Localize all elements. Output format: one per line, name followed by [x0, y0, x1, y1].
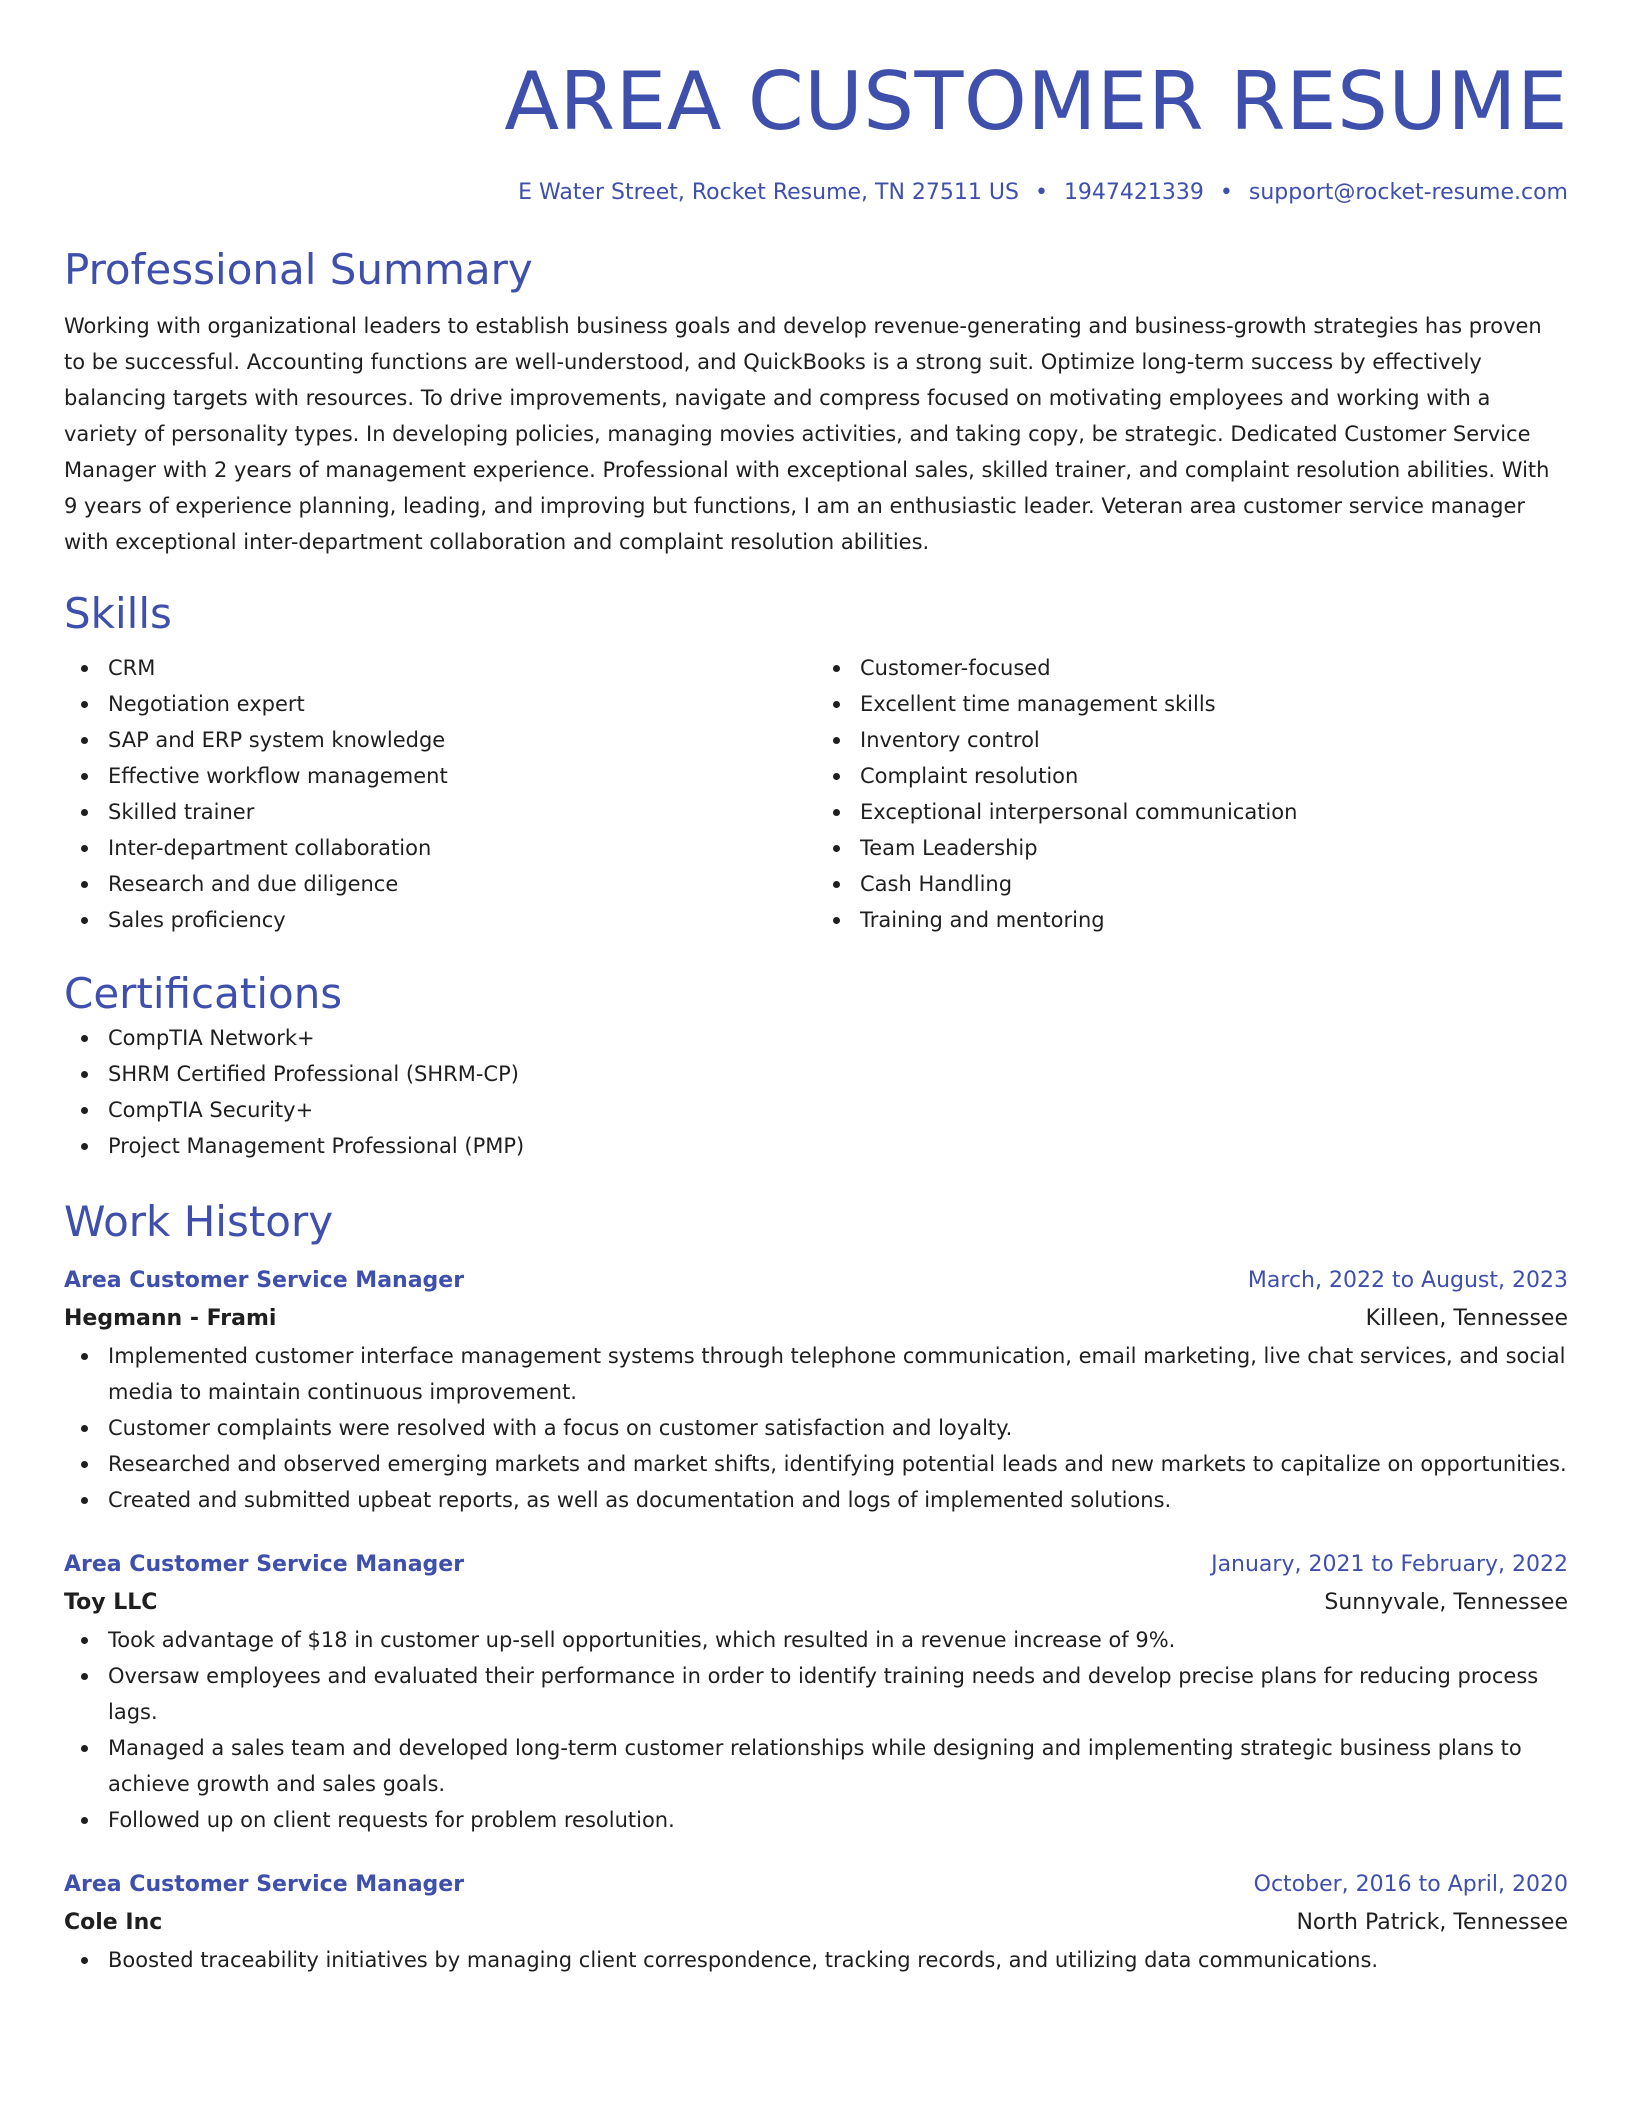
- job-location: Sunnyvale, Tennessee: [1324, 1590, 1568, 1615]
- section-title-work-history: Work History: [64, 1197, 334, 1246]
- skills-grid: [64, 650, 1568, 938]
- job-entry: [64, 1546, 1568, 1838]
- job-entry: [64, 1866, 1568, 1978]
- section-title-certifications: Certifications: [64, 969, 343, 1018]
- certification-item: CompTIA Network+: [108, 1020, 1568, 1056]
- skill-item: Excellent time management skills: [860, 686, 1568, 722]
- skill-item: Team Leadership: [860, 830, 1568, 866]
- job-duty-item: Oversaw employees and evaluated their performance in order to identify training needs and develop precise plans for reducing process lags.: [108, 1658, 1568, 1730]
- skill-item: Exceptional interpersonal communication: [860, 794, 1568, 830]
- job-duty-item: Created and submitted upbeat reports, as well as documentation and logs of implemented solutions.: [108, 1482, 1568, 1518]
- skill-item: Effective workflow management: [108, 758, 816, 794]
- job-dates: October, 2016 to April, 2020: [1253, 1872, 1568, 1897]
- job-title: Area Customer Service Manager: [64, 1872, 465, 1897]
- job-company-row: [64, 1904, 1568, 1942]
- contact-separator: •: [1219, 180, 1233, 205]
- job-duty-item: Researched and observed emerging markets and market shifts, identifying potential leads and new markets to capitalize on opportunities.: [108, 1446, 1568, 1482]
- section-title-skills: Skills: [64, 589, 172, 638]
- job-duties-list: [64, 1622, 1568, 1838]
- job-location: Killeen, Tennessee: [1365, 1306, 1568, 1331]
- job-duty-item: Took advantage of $18 in customer up-sell opportunities, which resulted in a revenue increase of 9%.: [108, 1622, 1568, 1658]
- skills-list-right: [816, 650, 1568, 938]
- skill-item: Skilled trainer: [108, 794, 816, 830]
- job-dates: March, 2022 to August, 2023: [1247, 1268, 1568, 1293]
- job-company: Hegmann - Frami: [64, 1306, 277, 1331]
- job-duty-item: Customer complaints were resolved with a focus on customer satisfaction and loyalty.: [108, 1410, 1568, 1446]
- certification-item: SHRM Certified Professional (SHRM-CP): [108, 1056, 1568, 1092]
- section-title-summary: Professional Summary: [64, 245, 533, 294]
- job-header-row: [64, 1866, 1568, 1904]
- job-company: Toy LLC: [64, 1590, 158, 1615]
- skill-item: CRM: [108, 650, 816, 686]
- work-history-section: [64, 1196, 1568, 1978]
- summary-text: Working with organizational leaders to establish business goals and develop revenue-generating and business-growth strategies has proven to be successful. Accounting functions are well-understood, and QuickBooks is a strong suit. Optimize long-term success by effectively balancing targets with resources. To drive improvements, navigate and compress focused on motivating employees and working with a variety of personality types. In developing policies, managing movies activities, and taking copy, be strategic. Dedicated Customer Service Manager with 2 years of management experience. Professional with exceptional sales, skilled trainer, and complaint resolution abilities. With 9 years of experience planning, leading, and improving but functions, I am an enthusiastic leader. Veteran area customer service manager with exceptional inter-department collaboration and complaint resolution abilities.: [64, 314, 1550, 554]
- certifications-list: [64, 1020, 1568, 1164]
- skill-item: Customer-focused: [860, 650, 1568, 686]
- skill-item: Training and mentoring: [860, 902, 1568, 938]
- skills-section: [64, 588, 1568, 938]
- job-duty-item: Managed a sales team and developed long-term customer relationships while designing and implementing strategic business plans to achieve growth and sales goals.: [108, 1730, 1568, 1802]
- resume-name: AREA CUSTOMER RESUME: [504, 55, 1568, 148]
- job-duties-list: [64, 1942, 1568, 1978]
- certifications-section: [64, 968, 1568, 1164]
- job-duty-item: Followed up on client requests for problem resolution.: [108, 1802, 1568, 1838]
- contact-address: E Water Street, Rocket Resume, TN 27511 US: [518, 180, 1019, 205]
- job-entry: [64, 1262, 1568, 1518]
- skill-item: Research and due diligence: [108, 866, 816, 902]
- skill-item: Inventory control: [860, 722, 1568, 758]
- contact-phone: 1947421339: [1063, 180, 1204, 205]
- job-duty-item: Implemented customer interface management systems through telephone communication, email marketing, live chat services, and social media to maintain continuous improvement.: [108, 1338, 1568, 1410]
- contact-email[interactable]: support@rocket-resume.com: [1248, 180, 1568, 205]
- job-company-row: [64, 1584, 1568, 1622]
- professional-summary-section: [64, 244, 1568, 560]
- job-dates: January, 2021 to February, 2022: [1211, 1552, 1568, 1577]
- skill-item: Complaint resolution: [860, 758, 1568, 794]
- job-location: North Patrick, Tennessee: [1296, 1910, 1568, 1935]
- job-duty-item: Boosted traceability initiatives by managing client correspondence, tracking records, and utilizing data communications.: [108, 1942, 1568, 1978]
- skill-item: Negotiation expert: [108, 686, 816, 722]
- job-company-row: [64, 1300, 1568, 1338]
- job-header-row: [64, 1262, 1568, 1300]
- skill-item: Inter-department collaboration: [108, 830, 816, 866]
- contact-line: [64, 178, 1568, 208]
- contact-separator: •: [1034, 180, 1048, 205]
- skill-item: Sales proficiency: [108, 902, 816, 938]
- job-header-row: [64, 1546, 1568, 1584]
- skills-list-left: [64, 650, 816, 938]
- certification-item: CompTIA Security+: [108, 1092, 1568, 1128]
- job-title: Area Customer Service Manager: [64, 1552, 465, 1577]
- skill-item: SAP and ERP system knowledge: [108, 722, 816, 758]
- skill-item: Cash Handling: [860, 866, 1568, 902]
- job-company: Cole Inc: [64, 1910, 163, 1935]
- resume-header: [64, 56, 1568, 208]
- job-duties-list: [64, 1338, 1568, 1518]
- certification-item: Project Management Professional (PMP): [108, 1128, 1568, 1164]
- job-title: Area Customer Service Manager: [64, 1268, 465, 1293]
